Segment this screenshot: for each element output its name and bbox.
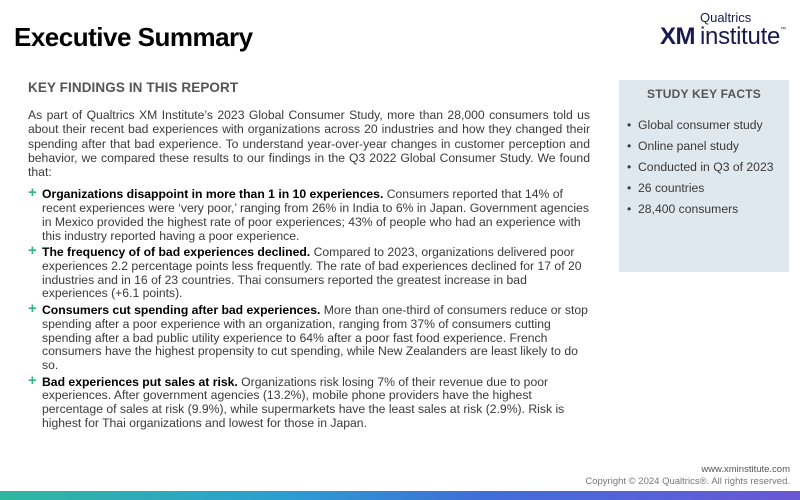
finding-item [28, 300, 590, 373]
bullet-icon: • [627, 181, 632, 196]
plus-icon: + [28, 371, 37, 389]
fact-item [627, 202, 789, 216]
bullet-icon: • [627, 118, 632, 132]
plus-icon: + [28, 242, 37, 260]
findings-list [28, 184, 590, 430]
xm-institute-logo [660, 10, 786, 51]
page-title: Executive Summary [14, 22, 253, 52]
bullet-icon: • [627, 202, 632, 217]
finding-item [28, 371, 590, 431]
logo-wordmark [660, 23, 786, 51]
finding-item [28, 184, 590, 243]
logo-qualtrics-text: Qualtrics [699, 10, 752, 25]
footer-website-link[interactable]: www.xminstitute.com [701, 464, 790, 475]
fact-text: Conducted in Q3 of 2023 [638, 160, 774, 175]
finding-text: Compared to 2023, organizations delivered poor experiences 2.2 percentage points less frequently. The rate of bad experiences declined for 17 of 20 industries and in 16 of 23 countries. Thai consumers reported the greatest increase in bad experiences (+6.1 points). [42, 245, 582, 301]
facts-list [619, 118, 789, 216]
finding-lead: The frequency of of bad experiences declined. [42, 245, 311, 260]
finding-item [28, 242, 590, 301]
finding-text: Consumers reported that 14% of recent experiences were ‘very poor,’ ranging from 26% in India to 6% in Japan. Government agencies in Mexico provided the highest rate of poor experiences; 43% of people who had an experience with this industry reported having a poor experience. [42, 187, 589, 243]
finding-lead: Organizations disappoint in more than 1 in 10 experiences. [42, 187, 384, 202]
fact-text: 26 countries [638, 181, 705, 196]
bottom-gradient-bar [0, 491, 800, 500]
logo-institute-text: institute [699, 23, 780, 50]
logo-trademark: ™ [780, 27, 786, 33]
finding-lead: Consumers cut spending after bad experiences. [42, 303, 321, 318]
intro-paragraph: As part of Qualtrics XM Institute’s 2023 Global Consumer Study, more than 28,000 consumers told us about their recent bad experiences with organizations across 20 industries and how they changed their spending after that bad experience. To understand year-over-year changes in customer perception and behavior, we compared these results to our findings in the Q3 2022 Global Consumer Study. We found that: [28, 108, 590, 180]
study-key-facts-heading: STUDY KEY FACTS [647, 87, 761, 101]
key-findings-heading: KEY FINDINGS IN THIS REPORT [28, 80, 239, 95]
logo-xm-text: XM [659, 23, 695, 50]
fact-item [627, 139, 789, 153]
plus-icon: + [28, 300, 37, 318]
fact-item [627, 181, 789, 195]
bullet-icon: • [627, 139, 632, 154]
fact-text: Global consumer study [638, 118, 763, 132]
finding-text: More than one-third of consumers reduce or stop spending after a poor experience with an organization, ranging from 37% of consumers cutting spending after a bad public utility experience to 64% after a poor fast food experience. French consumers have the highest propensity to cut spending, while New Zealanders are least likely to do so. [42, 303, 588, 372]
bullet-icon: • [627, 160, 632, 175]
study-key-facts-panel [619, 80, 789, 272]
finding-text: Organizations risk losing 7% of their revenue due to poor experiences. After government agencies (13.2%), mobile phone providers have the highest percentage of sales at risk (9.9%), while supermarkets have the least sales at risk (2.9%). Risk is highest for Thai organizations and lowest for those in Japan. [42, 374, 565, 430]
plus-icon: + [28, 184, 37, 202]
fact-text: 28,400 consumers [638, 202, 739, 217]
key-findings-section [28, 80, 590, 433]
fact-text: Online panel study [638, 139, 739, 154]
footer [585, 464, 790, 487]
fact-item [627, 118, 789, 132]
footer-copyright: Copyright © 2024 Qualtrics®. All rights reserved. [585, 476, 790, 487]
finding-lead: Bad experiences put sales at risk. [42, 374, 238, 389]
fact-item [627, 160, 789, 174]
